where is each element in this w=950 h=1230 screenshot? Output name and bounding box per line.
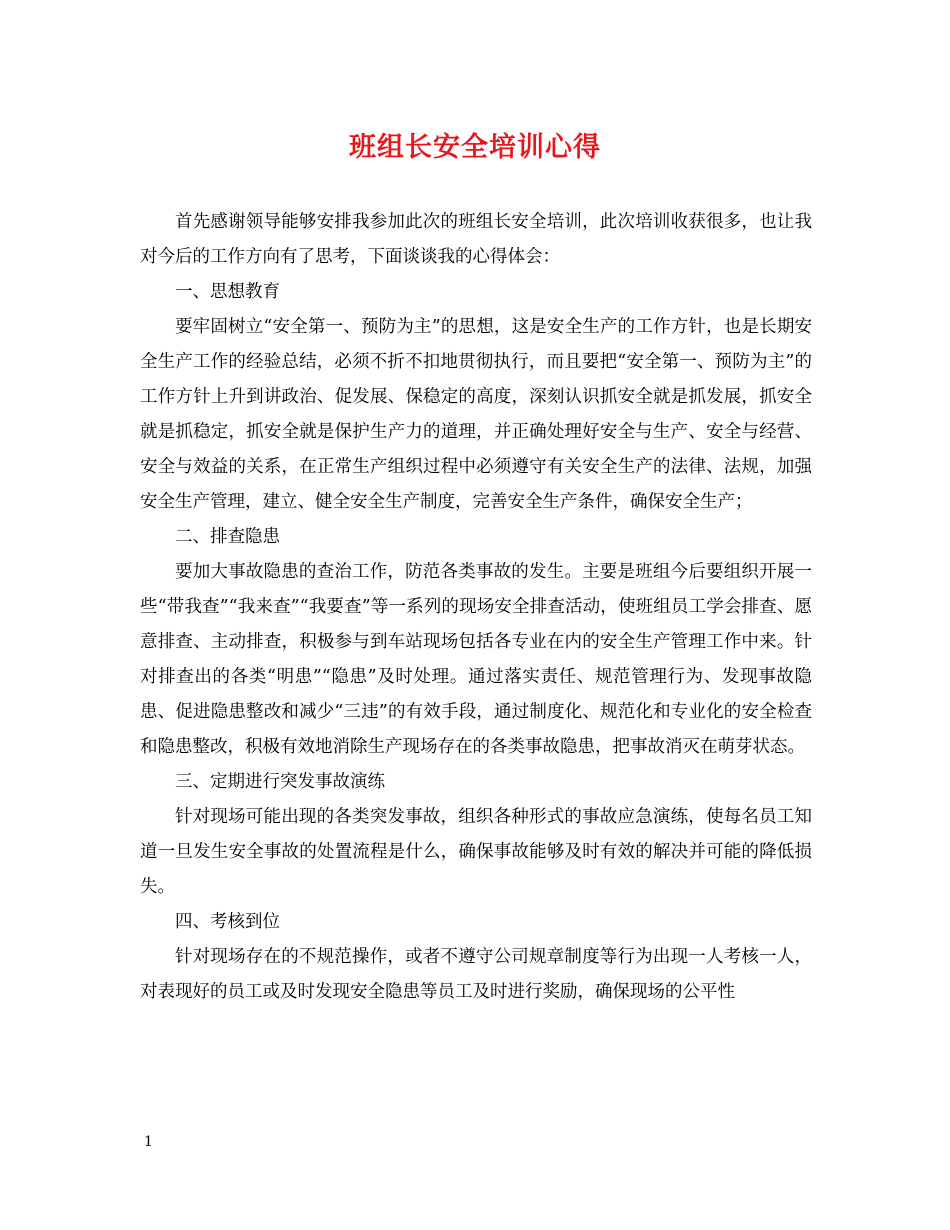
paragraph-section-4: 针对现场存在的不规范操作，或者不遵守公司规章制度等行为出现一人考核一人，对表现好的员工或及时发现安全隐患等员工及时进行奖励，确保现场的公平性 <box>140 947 812 1002</box>
paragraph-section-2: 要加大事故隐患的查治工作，防范各类事故的发生。主要是班组今后要组织开展一些“带我查”“我来查”“我要查”等一系列的现场安全排查活动，使班组员工学会排查、愿意排查、主动排查，积极参与到车站现场包括各专业在内的安全生产管理工作中来。针对排查出的各类“明患”“隐患”及时处理。通过落实责任、规范管理行为、发现事故隐患、促进隐患整改和减少“三违”的有效手段，通过制度化、规范化和专业化的安全检查和隐患整改，积极有效地消除生产现场存在的各类事故隐患，把事故消灭在萌芽状态。 <box>140 562 812 757</box>
section-heading-2: 二、排查隐患 <box>175 527 280 547</box>
paragraph-intro: 首先感谢领导能够安排我参加此次的班组长安全培训，此次培训收获很多，也让我对今后的工作方向有了思考，下面谈谈我的心得体会： <box>140 212 812 267</box>
section-heading-3: 三、定期进行突发事故演练 <box>175 772 385 792</box>
section-heading-4: 四、考核到位 <box>175 912 280 932</box>
paragraph-section-3: 针对现场可能出现的各类突发事故，组织各种形式的事故应急演练，使每名员工知道一旦发生安全事故的处置流程是什么，确保事故能够及时有效的解决并可能的降低损失。 <box>140 807 812 897</box>
document-body <box>140 205 812 1010</box>
page-title: 班组长安全培训心得 <box>349 132 601 163</box>
page-number: 1 <box>144 1134 153 1150</box>
section-heading-1: 一、思想教育 <box>175 282 280 302</box>
paragraph-section-1: 要牢固树立“安全第一、预防为主”的思想，这是安全生产的工作方针，也是长期安全生产工作的经验总结，必须不折不扣地贯彻执行，而且要把“安全第一、预防为主”的工作方针上升到讲政治、促发展、保稳定的高度，深刻认识抓安全就是抓发展，抓安全就是抓稳定，抓安全就是保护生产力的道理，并正确处理好安全与生产、安全与经营、安全与效益的关系，在正常生产组织过程中必须遵守有关安全生产的法律、法规，加强安全生产管理，建立、健全安全生产制度，完善安全生产条件，确保安全生产； <box>140 317 812 512</box>
